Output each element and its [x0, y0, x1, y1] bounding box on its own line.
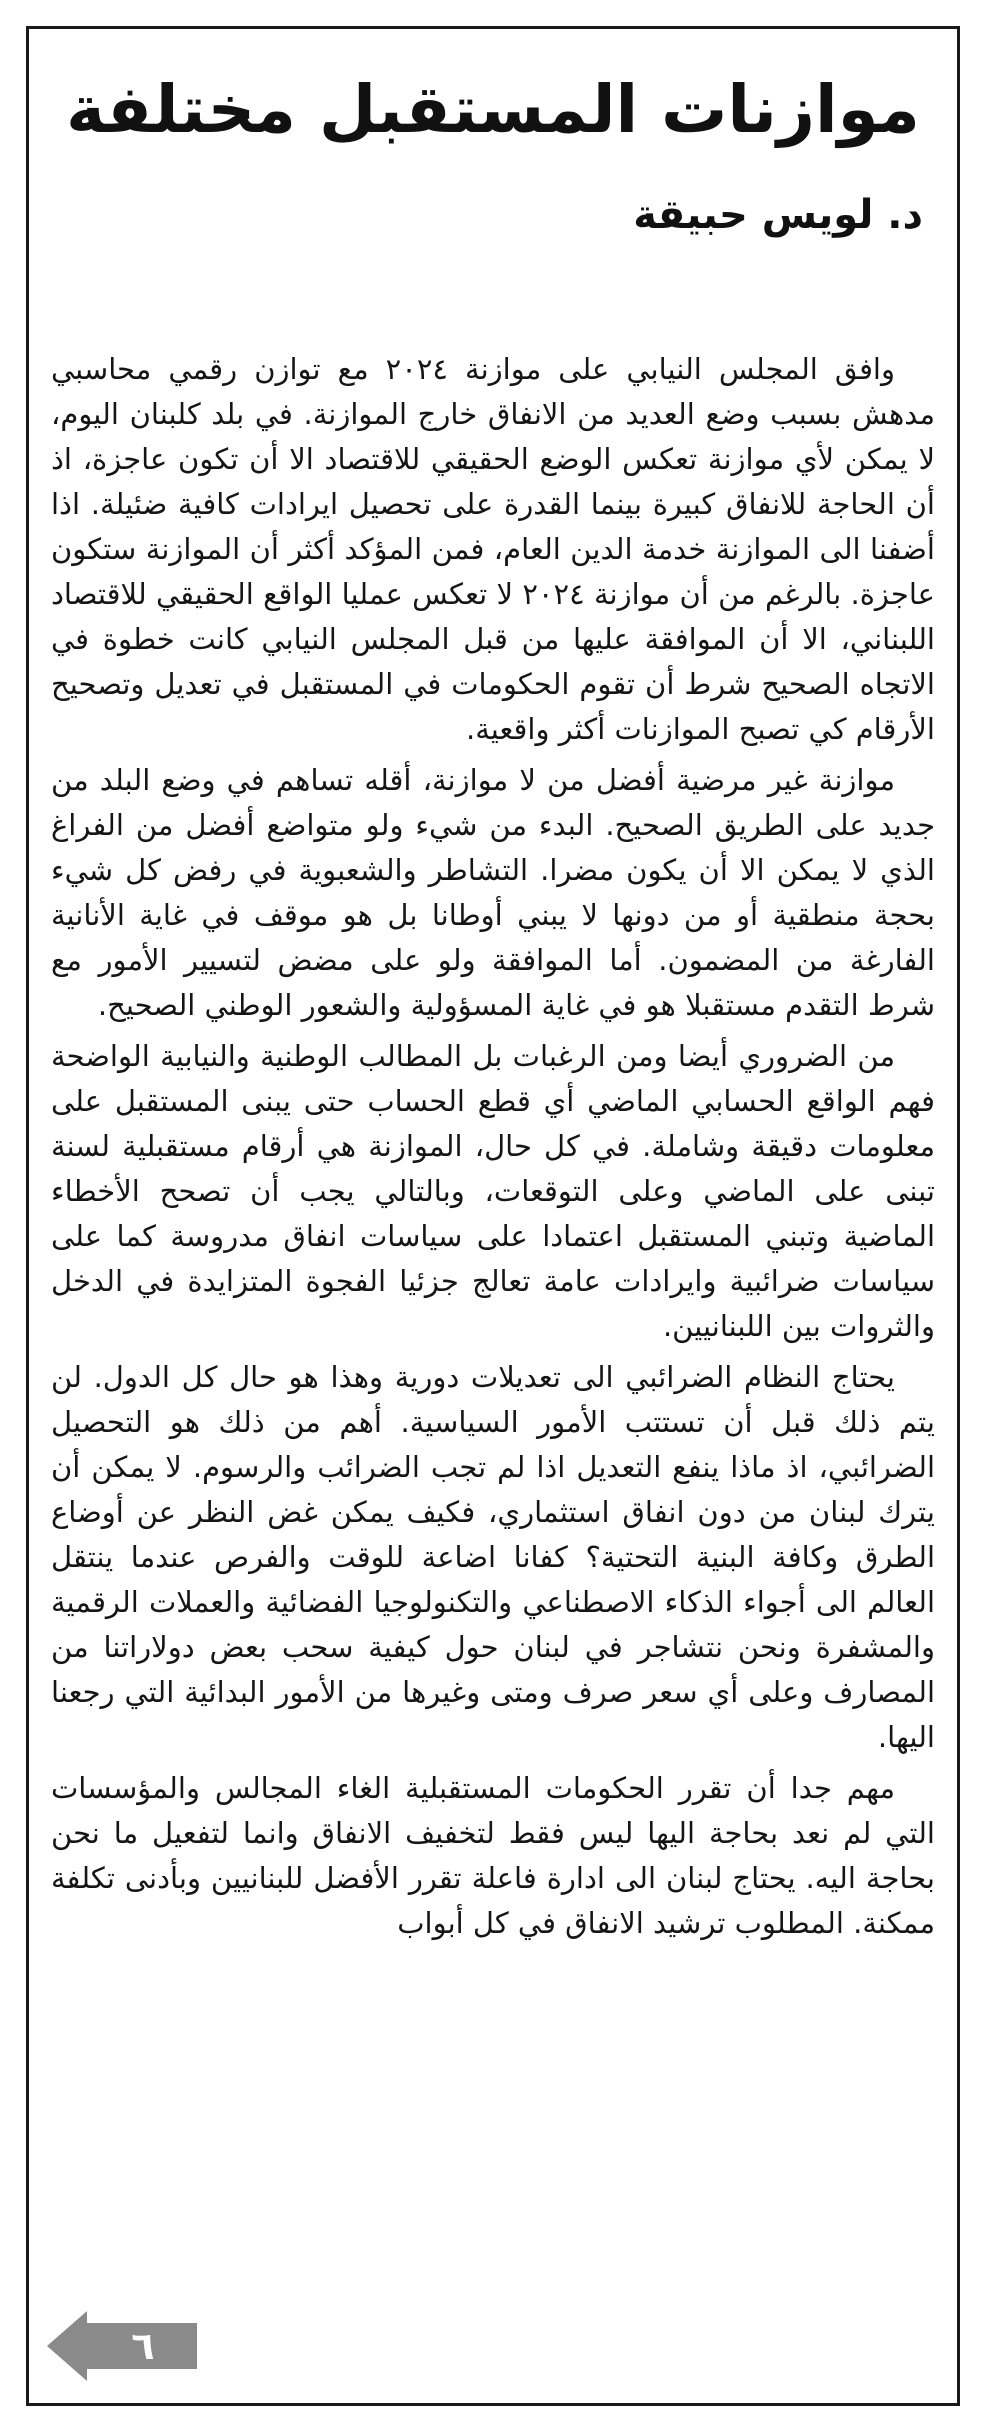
- page-number: ٦: [131, 2324, 155, 2368]
- article-paragraph-1: وافق المجلس النيابي على موازنة ٢٠٢٤ مع توازن رقمي محاسبي مدهش بسبب وضع العديد من الانفاق خارج الموازنة. في بلد كلبنان اليوم، لا يمكن لأي موازنة تعكس الوضع الحقيقي للاقتصاد الا أن تكون عاجزة، اذ أن الحاجة للانفاق كبيرة بينما القدرة على تحصيل ايرادات كافية ضئيلة. اذا أضفنا الى الموازنة خدمة الدين العام، فمن المؤكد أكثر أن الموازنة ستكون عاجزة. بالرغم من أن موازنة ٢٠٢٤ لا تعكس عمليا الواقع الحقيقي للاقتصاد اللبناني، الا أن الموافقة عليها من قبل المجلس النيابي كانت خطوة في الاتجاه الصحيح شرط أن تقوم الحكومات في المستقبل في تعديل وتصحيح الأرقام كي تصبح الموازنات أكثر واقعية.: [51, 352, 935, 746]
- article-paragraph-3: من الضروري أيضا ومن الرغبات بل المطالب الوطنية والنيابية الواضحة فهم الواقع الحسابي الماضي أي قطع الحساب حتى يبنى المستقبل على معلومات دقيقة وشاملة. في كل حال، الموازنة هي أرقام مستقبلية لسنة تبنى على الماضي وعلى التوقعات، وبالتالي يجب أن تصحح الأخطاء الماضية وتبني المستقبل اعتمادا على سياسات انفاق مدروسة كما على سياسات ضرائبية وايرادات عامة تعالج جزئيا الفجوة المتزايدة في الدخل والثروات بين اللبنانيين.: [51, 1039, 935, 1343]
- continue-arrow: [47, 2311, 197, 2381]
- article-byline: د. لويس حبيقة: [633, 192, 923, 238]
- article-headline: موازنات المستقبل مختلفة: [66, 71, 920, 148]
- article-frame: [26, 26, 960, 2406]
- article-paragraph-4: يحتاج النظام الضرائبي الى تعديلات دورية وهذا هو حال كل الدول. لن يتم ذلك قبل أن تستتب الأمور السياسية. أهم من ذلك هو التحصيل الضرائبي، اذ ماذا ينفع التعديل اذا لم تجب الضرائب والرسوم. لا يمكن أن يترك لبنان من دون انفاق استثماري، فكيف يمكن غض النظر عن أوضاع الطرق وكافة البنية التحتية؟ كفانا اضاعة للوقت والفرص عندما ينتقل العالم الى أجواء الذكاء الاصطناعي والتكنولوجيا الفضائية والعملات الرقمية والمشفرة ونحن نتشاجر في لبنان حول كيفية سحب بعض دولاراتنا من المصارف وعلى أي سعر صرف ومتى وغيرها من الأمور البدائية التي رجعنا اليها.: [51, 1360, 935, 1754]
- article-paragraph-2: موازنة غير مرضية أفضل من لا موازنة، أقله تساهم في وضع البلد من جديد على الطريق الصحيح. البدء من شيء ولو متواضع أفضل من الفراغ الذي لا يمكن الا أن يكون مضرا. التشاطر والشعبوية في رفض كل شيء بحجة منطقية أو من دونها لا يبني أوطانا بل هو موقف في غاية الأنانية الفارغة من المضمون. أما الموافقة ولو على مضض لتسيير الأمور مع شرط التقدم مستقبلا هو في غاية المسؤولية والشعور الوطني الصحيح.: [51, 763, 935, 1022]
- article-body: [51, 347, 935, 2293]
- article-paragraph-5: مهم جدا أن تقرر الحكومات المستقبلية الغاء المجالس والمؤسسات التي لم نعد بحاجة اليها ليس فقط لتخفيف الانفاق وانما لتفعيل ما نحن بحاجة اليه. يحتاج لبنان الى ادارة فاعلة تقرر الأفضل للبنانيين وبأدنى تكلفة ممكنة. المطلوب ترشيد الانفاق في كل أبواب: [51, 1771, 935, 1940]
